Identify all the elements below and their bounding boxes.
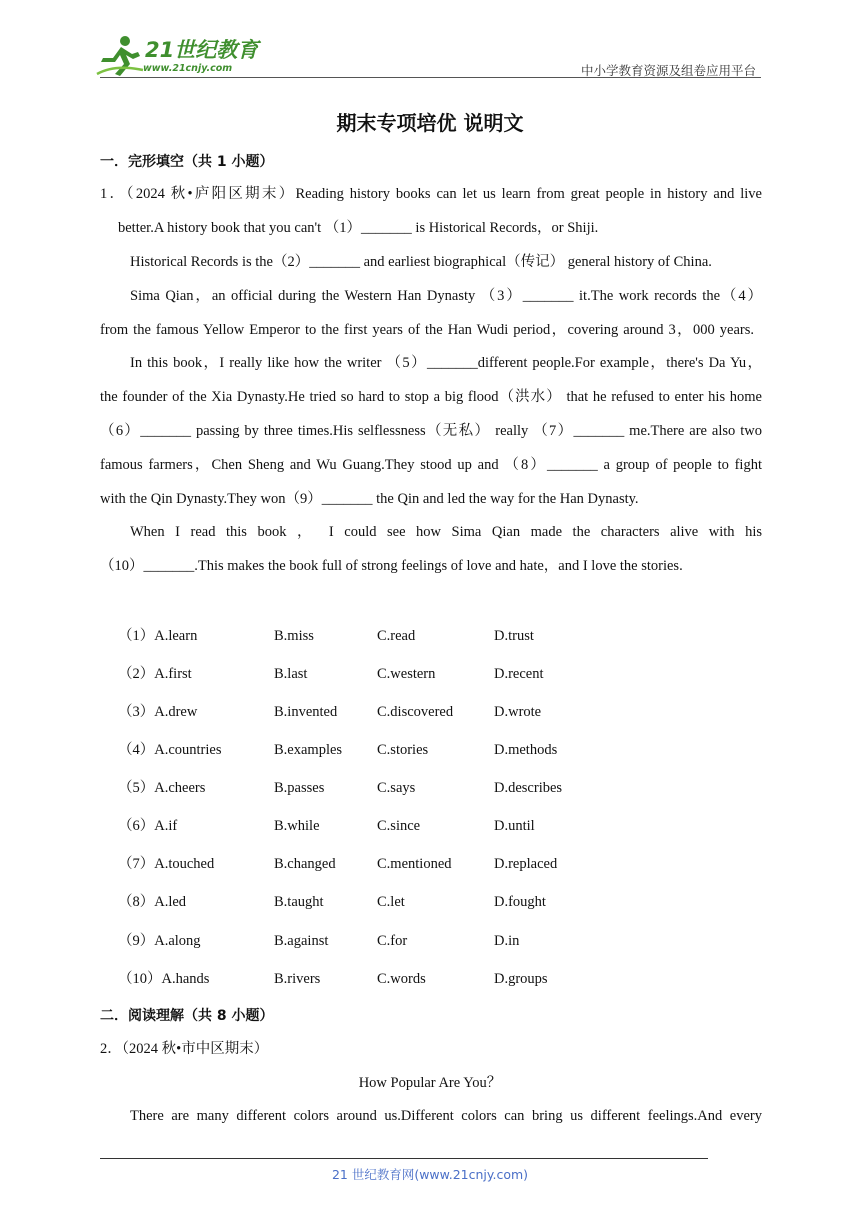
passage-line: Historical Records is the（2）_______ and earliest biographical（传记） general history of China. bbox=[130, 254, 712, 270]
footer-divider bbox=[100, 1158, 708, 1159]
question-source: 2．（2024 秋•市中区期末） bbox=[100, 1041, 269, 1057]
option-c[interactable]: C.let bbox=[377, 894, 405, 910]
option-a[interactable]: （2）A.first bbox=[118, 666, 192, 682]
site-logo[interactable] bbox=[95, 34, 265, 80]
passage-line: （10）_______.This makes the book full of strong feelings of love and hate，and I love the stories. bbox=[100, 558, 683, 574]
option-b[interactable]: B.against bbox=[274, 933, 329, 949]
option-c[interactable]: C.says bbox=[377, 780, 416, 796]
option-a[interactable]: （9）A.along bbox=[118, 933, 201, 949]
logo-text: 21世纪教育 bbox=[145, 38, 259, 62]
option-c[interactable]: C.since bbox=[377, 818, 421, 834]
option-a[interactable]: （10）A.hands bbox=[118, 971, 210, 987]
option-d[interactable]: D.describes bbox=[494, 780, 563, 796]
option-b[interactable]: B.passes bbox=[274, 780, 325, 796]
passage-line: （6）_______ passing by three times.His selflessness（无私） really （7）_______ me.There are also two bbox=[100, 423, 762, 439]
option-d[interactable]: D.methods bbox=[494, 742, 558, 758]
option-a[interactable]: （4）A.countries bbox=[118, 742, 222, 758]
option-c[interactable]: C.stories bbox=[377, 742, 429, 758]
option-a[interactable]: （7）A.touched bbox=[118, 856, 215, 872]
option-c[interactable]: C.western bbox=[377, 666, 436, 682]
option-b[interactable]: B.invented bbox=[274, 704, 338, 720]
option-d[interactable]: D.groups bbox=[494, 971, 548, 987]
option-d[interactable]: D.in bbox=[494, 933, 520, 949]
option-a[interactable]: （8）A.led bbox=[118, 894, 187, 910]
passage-line: Sima Qian，an official during the Western Han Dynasty （3）_______ it.The work records the（4） bbox=[130, 288, 762, 304]
option-a[interactable]: （6）A.if bbox=[118, 818, 178, 834]
option-b[interactable]: B.changed bbox=[274, 856, 336, 872]
passage-line: with the Qin Dynasty.They won（9）_______ the Qin and led the way for the Han Dynasty. bbox=[100, 491, 639, 507]
page-title: 期末专项培优 说明文 bbox=[336, 111, 524, 135]
option-c[interactable]: C.for bbox=[377, 933, 408, 949]
passage-line: better.A history book that you can't （1）_______ is Historical Records，or Shiji. bbox=[118, 220, 599, 236]
runner-logo-icon bbox=[95, 34, 145, 78]
section-heading-cloze: 一．完形填空（共 1 小题） bbox=[100, 154, 274, 170]
option-d[interactable]: D.until bbox=[494, 818, 535, 834]
option-d[interactable]: D.wrote bbox=[494, 704, 542, 720]
passage-line: There are many different colors around us.Different colors can bring us different feelings.And every bbox=[130, 1108, 762, 1124]
passage-title: How Popular Are You？ bbox=[358, 1075, 502, 1091]
passage-line: 1．（2024 秋•庐阳区期末）Reading history books can let us learn from great people in history and live bbox=[100, 186, 762, 202]
option-a[interactable]: （1）A.learn bbox=[118, 628, 198, 644]
section-heading-reading: 二．阅读理解（共 8 小题） bbox=[100, 1008, 274, 1024]
option-b[interactable]: B.while bbox=[274, 818, 320, 834]
option-d[interactable]: D.trust bbox=[494, 628, 534, 644]
passage-line: When I read this book ， I could see how Sima Qian made the characters alive with his bbox=[130, 524, 762, 540]
passage-line: In this book，I really like how the writer （5）_______different people.For example，there's Da Yu， bbox=[130, 355, 762, 371]
option-b[interactable]: B.examples bbox=[274, 742, 343, 758]
passage-line: from the famous Yellow Emperor to the first years of the Han Wudi period，covering around 3，000 years. bbox=[100, 322, 754, 338]
option-d[interactable]: D.fought bbox=[494, 894, 546, 910]
logo-url: www.21cnjy.com bbox=[143, 63, 233, 74]
option-c[interactable]: C.read bbox=[377, 628, 416, 644]
header-divider bbox=[100, 77, 761, 78]
option-d[interactable]: D.replaced bbox=[494, 856, 558, 872]
option-c[interactable]: C.discovered bbox=[377, 704, 454, 720]
option-a[interactable]: （3）A.drew bbox=[118, 704, 198, 720]
option-b[interactable]: B.miss bbox=[274, 628, 314, 644]
footer-link[interactable]: 21 世纪教育网(www.21cnjy.com) bbox=[331, 1167, 529, 1182]
option-d[interactable]: D.recent bbox=[494, 666, 544, 682]
option-b[interactable]: B.taught bbox=[274, 894, 324, 910]
passage-line: the founder of the Xia Dynasty.He tried so hard to stop a big flood（洪水） that he refused to enter his home bbox=[100, 389, 762, 405]
passage-line: famous farmers，Chen Sheng and Wu Guang.They stood up and （8）_______ a group of people to fight bbox=[100, 457, 762, 473]
option-a[interactable]: （5）A.cheers bbox=[118, 780, 206, 796]
header-platform-text: 中小学教育资源及组卷应用平台 bbox=[580, 63, 756, 78]
option-b[interactable]: B.last bbox=[274, 666, 308, 682]
option-c[interactable]: C.mentioned bbox=[377, 856, 452, 872]
option-c[interactable]: C.words bbox=[377, 971, 426, 987]
option-b[interactable]: B.rivers bbox=[274, 971, 321, 987]
